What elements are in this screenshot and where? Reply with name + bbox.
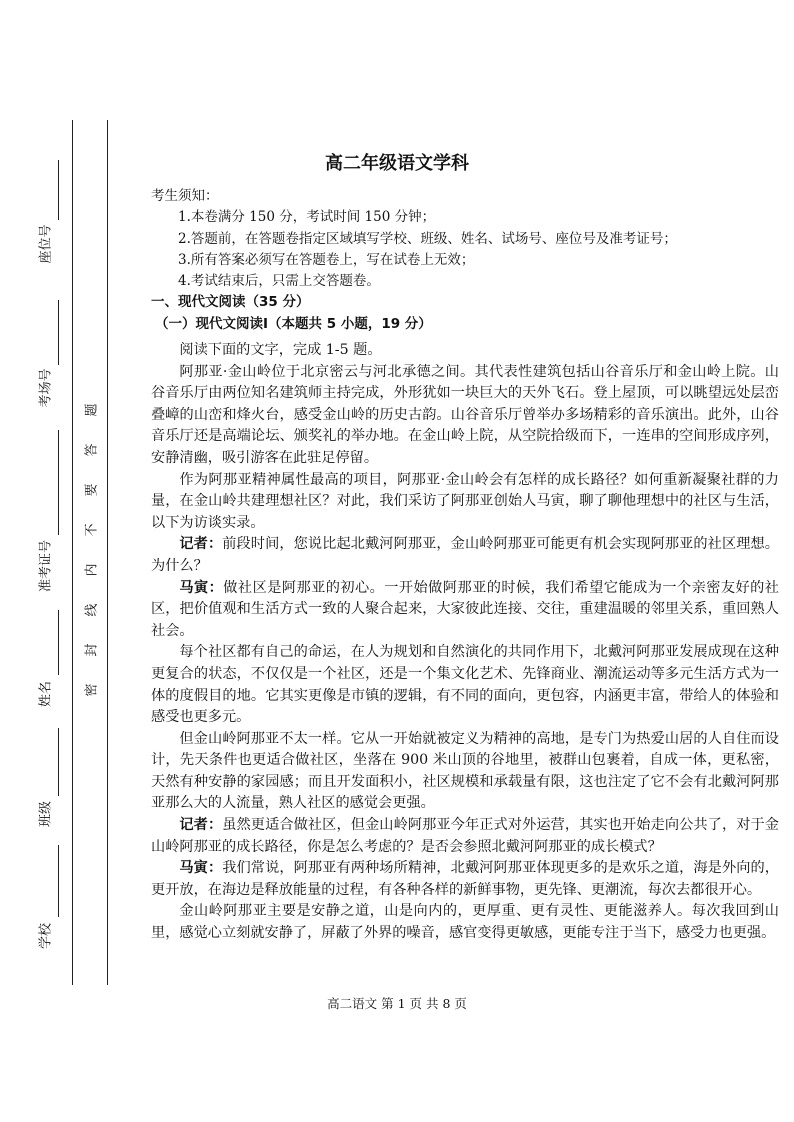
paragraph-text: 阿那亚·金山岭位于北京密云与河北承德之间。其代表性建筑包括山谷音乐厅和金山岭上院。山谷音乐厅由两位知名建筑师主持完成，外形犹如一块巨大的天外飞石。登上屋顶，可以眺望远处层峦叠嶂的山峦和烽火台，感受金山岭的历史古韵。山谷音乐厅曾举办多场精彩的音乐演出。此外，山谷音乐厅还是高端论坛、颁奖礼的举办地。在金山岭上院，从空院拾级而下，一连串的空间形成序列，安静清幽，吸引游客在此驻足停留。 — [151, 363, 779, 466]
paragraph — [151, 578, 779, 643]
name-blank[interactable] — [58, 610, 59, 675]
school-label: 学校 — [38, 922, 54, 950]
subsection-heading: （一）现代文阅读Ⅰ（本题共 5 小题，19 分） — [155, 315, 432, 332]
seal-char: 答 — [84, 443, 100, 457]
notice-heading: 考生须知： — [151, 188, 219, 204]
exam-notice — [151, 186, 781, 335]
exam-room-label: 考场号 — [38, 368, 54, 408]
speaker: 马寅： — [179, 579, 224, 596]
page-title: 高二年级语文学科 — [325, 153, 469, 174]
paragraph-text: 我们常说，阿那亚有两种场所精神，北戴河阿那亚体现更多的是欢乐之道，海是外向的，更开放，在海边是释放能量的过程，有各种各样的新鲜事物，更先锋、更潮流，每次去都很开心。 — [151, 860, 779, 898]
seal-char: 要 — [84, 483, 100, 497]
notice-item: 4.考试结束后，只需上交答题卷。 — [178, 273, 380, 290]
seal-char: 题 — [84, 403, 100, 417]
speaker: 记者： — [179, 536, 223, 553]
paragraph — [151, 470, 779, 535]
class-label: 班级 — [38, 800, 54, 828]
reading-passage — [151, 340, 779, 945]
paragraph-text: 虽然更适合做社区，但金山岭阿那亚今年正式对外运营，其实也开始走向公共了，对于金山岭阿那亚的成长路径，你是怎么考虑的？是否会参照北戴河阿那亚的成长模式？ — [151, 817, 779, 855]
seal-char: 密 — [84, 683, 100, 697]
speaker: 记者： — [179, 817, 223, 834]
class-blank[interactable] — [58, 728, 59, 796]
paragraph-text: 前段时间，您说比起北戴河阿那亚，金山岭阿那亚可能更有机会实现阿那亚的社区理想。为什么？ — [151, 536, 779, 574]
notice-item: 1.本卷满分 150 分，考试时间 150 分钟； — [178, 209, 436, 226]
paragraph — [151, 642, 779, 728]
paragraph-text: 金山岭阿那亚主要是安静之道，山是向内的，更厚重、更有灵性、更能滋养人。每次我回到山里，感觉心立刻就安静了，屏蔽了外界的噪音，感官变得更敏感，更能专注于当下，感受力也更强。 — [151, 903, 779, 942]
section-heading: 一、现代文阅读（35 分） — [151, 294, 310, 311]
speaker: 马寅： — [179, 860, 223, 877]
paragraph-text: 每个社区都有自己的命运，在人为规划和自然演化的共同作用下，北戴河阿那亚发展成现在这种更复合的状态，不仅仅是一个社区，还是一个集文化艺术、先锋商业、潮流运动等多元生活方式为一体的度假目的地。它其实更像是市镇的逻辑，有不同的面向，更包容，内涵更丰富，带给人的体验和感受也更多元。 — [151, 644, 779, 726]
paragraph — [151, 858, 779, 901]
paragraph — [151, 362, 779, 470]
paragraph — [151, 534, 779, 577]
binding-line — [72, 120, 73, 985]
school-blank[interactable] — [58, 845, 59, 917]
notice-item: 2.答题前，在答题卷指定区域填写学校、班级、姓名、试场号、座位号及准考证号； — [178, 230, 677, 247]
page-footer: 高二语文 第 1 页 共 8 页 — [327, 996, 467, 1011]
paragraph — [151, 901, 779, 944]
paragraph — [151, 729, 779, 815]
exam-id-label: 准考证号 — [38, 539, 54, 593]
seal-char: 内 — [84, 563, 100, 577]
paragraph-text: 做社区是阿那亚的初心。一开始做阿那亚的时候，我们希望它能成为一个亲密友好的社区，把价值观和生活方式一致的人聚合起来，大家彼此连接、交往，重建温暖的邻里关系，重回熟人社会。 — [151, 579, 779, 639]
seal-char: 封 — [84, 643, 100, 657]
exam-room-blank[interactable] — [58, 300, 59, 365]
binding-line — [107, 120, 108, 985]
seat-number-label: 座位号 — [38, 224, 54, 264]
paragraph-text: 作为阿那亚精神属性最高的项目，阿那亚·金山岭会有怎样的成长路径？如何重新凝聚社群的力量，在金山岭共建理想社区？对此，我们采访了阿那亚创始人马寅，聊了聊他理想中的社区与生活，以下为访谈实录。 — [151, 471, 779, 531]
seal-char: 不 — [84, 523, 100, 537]
instruction: 阅读下面的文字，完成 1-5 题。 — [179, 342, 382, 358]
notice-item: 3.所有答案必须写在答题卷上，写在试卷上无效； — [178, 251, 475, 268]
name-label: 姓名 — [38, 680, 54, 708]
paragraph — [151, 815, 779, 858]
exam-id-blank[interactable] — [58, 430, 59, 535]
paragraph-text: 但金山岭阿那亚不太一样。它从一开始就被定义为精神的高地，是专门为热爱山居的人自住而设计，先天条件也更适合做社区，坐落在 900 米山顶的谷地里，被群山包裹着，自成一体，更私密，天然有种安静的家园感；而且开发面积小，社区规模和承载量有限，这也注定了它不会有北戴河阿那亚那么大的人流量，熟人社区的感觉会更强。 — [151, 730, 779, 812]
seal-char: 线 — [84, 603, 100, 617]
